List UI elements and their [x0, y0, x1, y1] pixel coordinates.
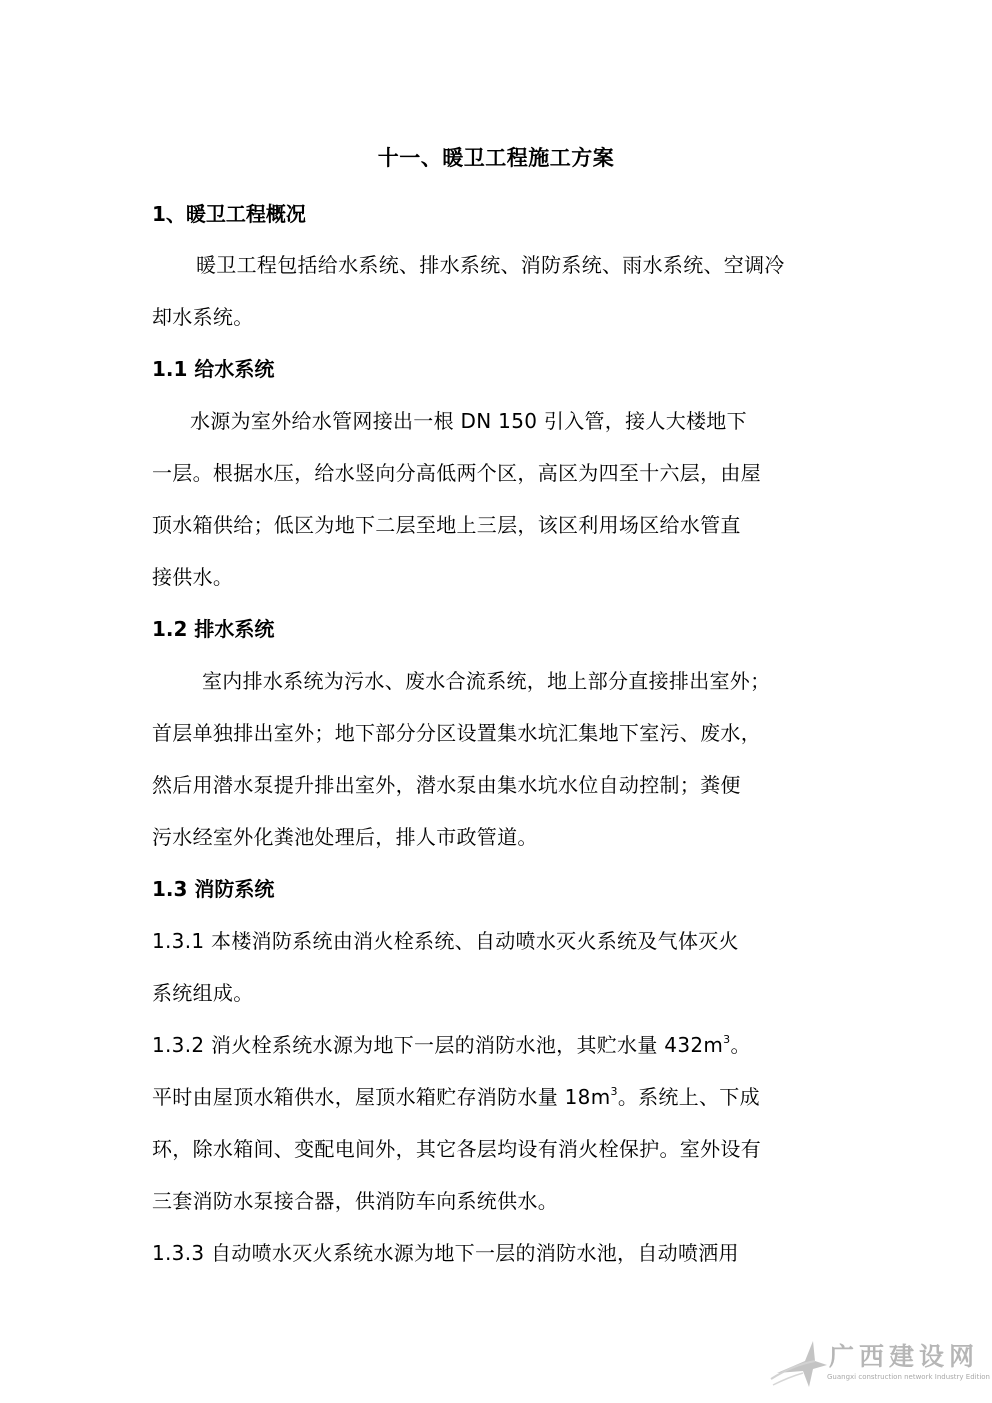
- line-text: 平时由屋顶水箱供水，屋顶水箱贮存消防水量 18m: [152, 1085, 611, 1109]
- watermark: [769, 1335, 990, 1395]
- paragraph-line: 1.3.1 本楼消防系统由消火栓系统、自动喷水灭火系统及气体灭火: [152, 929, 739, 953]
- line-text: 。系统上、下成: [617, 1085, 760, 1109]
- paragraph-line: 室内排水系统为污水、废水合流系统，地上部分直接排出室外；: [202, 669, 771, 693]
- paragraph-line: 系统组成。: [152, 981, 254, 1005]
- paragraph-line: 暖卫工程包括给水系统、排水系统、消防系统、雨水系统、空调冷: [196, 253, 785, 277]
- section-heading-water-supply: 1.1 给水系统: [152, 357, 275, 381]
- section-heading-overview: 1、暖卫工程概况: [152, 202, 306, 226]
- paragraph-line: 三套消防水泵接合器，供消防车向系统供水。: [152, 1189, 558, 1213]
- paragraph-line: 水源为室外给水管网接出一根 DN 150 引入管，接人大楼地下: [190, 409, 747, 433]
- paragraph-line: 却水系统。: [152, 305, 254, 329]
- document-title: 十一、暖卫工程施工方案: [377, 146, 615, 170]
- paragraph-line-with-unit: [152, 1081, 760, 1110]
- superscript: 3: [610, 1085, 618, 1098]
- watermark-text: 广西建设网: [829, 1342, 980, 1371]
- superscript: 3: [723, 1033, 731, 1046]
- line-text: 1.3.2 消火栓系统水源为地下一层的消防水池，其贮水量 432m: [152, 1033, 724, 1057]
- paragraph-line: 顶水箱供给；低区为地下二层至地上三层，该区利用场区给水管直: [152, 513, 741, 537]
- watermark-subtext: Guangxi construction network Industry Edition: [827, 1373, 990, 1381]
- paragraph-line: 1.3.3 自动喷水灭火系统水源为地下一层的消防水池，自动喷洒用: [152, 1241, 739, 1265]
- paragraph-line: 一层。根据水压，给水竖向分高低两个区，高区为四至十六层，由屋: [152, 461, 761, 485]
- section-heading-fire-protection: 1.3 消防系统: [152, 877, 275, 901]
- line-text: 。: [730, 1033, 751, 1057]
- section-heading-drainage: 1.2 排水系统: [152, 617, 275, 641]
- paragraph-line: 环，除水箱间、变配电间外，其它各层均设有消火栓保护。室外设有: [152, 1137, 761, 1161]
- paragraph-line: 首层单独排出室外；地下部分分区设置集水坑汇集地下室污、废水，: [152, 721, 761, 745]
- paragraph-line: 然后用潜水泵提升排出室外，潜水泵由集水坑水位自动控制；粪便: [152, 773, 741, 797]
- star-logo-icon: [769, 1335, 829, 1391]
- paragraph-line-with-unit: [152, 1029, 751, 1058]
- paragraph-line: 接供水。: [152, 565, 234, 589]
- paragraph-line: 污水经室外化粪池处理后，排人市政管道。: [152, 825, 538, 849]
